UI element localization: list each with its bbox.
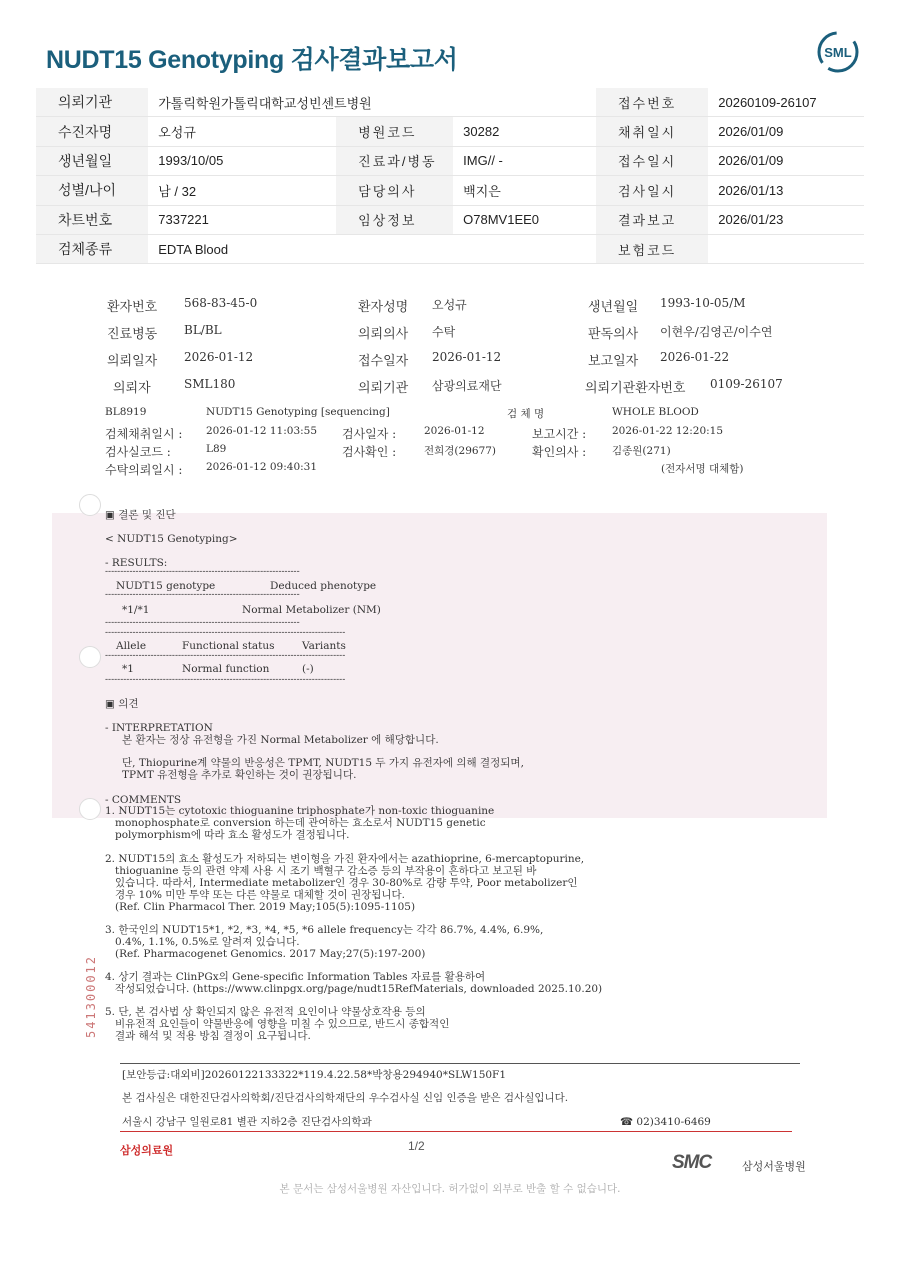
field-label: 접수일시 [596, 146, 708, 175]
comments-label: - COMMENTS [105, 794, 182, 806]
punch-hole [79, 494, 101, 516]
field-label: 수진자명 [36, 117, 148, 146]
info-label: 의뢰자 [113, 381, 151, 396]
variants-value: (-) [302, 663, 314, 675]
test-name: NUDT15 Genotyping [sequencing] [206, 406, 390, 418]
test-value: 김종원(271) [612, 445, 671, 457]
divider [120, 1063, 800, 1064]
field-label: 보험코드 [596, 234, 708, 263]
punch-hole [79, 798, 101, 820]
test-label: 확인의사 : [532, 445, 587, 459]
info-label: 생년월일 [588, 300, 639, 315]
field-label: 임상정보 [336, 205, 453, 234]
interp-text-1: 본 환자는 정상 유전형을 가진 Normal Metabolizer 에 해당합니다. [122, 734, 439, 746]
genotype-header: NUDT15 genotype [116, 580, 216, 592]
test-label: 검체채취일시 : [105, 427, 183, 441]
test-value: 2026-01-22 12:20:15 [612, 425, 724, 437]
info-value: 2026-01-12 [184, 350, 254, 364]
divider: ---------------------------------------------------------------- [105, 567, 300, 577]
page-title: NUDT15 Genotyping 검사결과보고서 [46, 46, 458, 74]
test-label: 검사확인 : [342, 445, 397, 459]
comment-line: (Ref. Pharmacogenet Genomics. 2017 May;27(5):197-200) [105, 948, 426, 960]
genotype-value: *1/*1 [122, 604, 150, 616]
interp-label: - INTERPRETATION [105, 722, 213, 734]
phenotype-value: Normal Metabolizer (NM) [242, 604, 381, 616]
comment-line: (Ref. Clin Pharmacol Ther. 2019 May;105(5):1095-1105) [105, 901, 416, 913]
results-label: - RESULTS: [105, 557, 168, 569]
field-label: 접수번호 [596, 88, 708, 117]
field-value: 1993/10/05 [148, 146, 336, 175]
info-value: 이현우/김영곤/이수연 [660, 325, 773, 339]
logo-text: SML [824, 45, 852, 60]
header-row [36, 146, 864, 175]
field-value: 오성규 [148, 117, 336, 146]
info-value: 오성규 [432, 298, 467, 312]
info-label: 환자성명 [358, 300, 409, 315]
field-value: 2026/01/09 [708, 117, 864, 146]
info-label: 진료병동 [107, 327, 158, 342]
field-label: 병원코드 [336, 117, 453, 146]
field-label: 검사일시 [596, 176, 708, 205]
interp-text-2b: TPMT 유전형을 추가로 확인하는 것이 권장됩니다. [122, 769, 357, 781]
allele-header: Allele [116, 640, 147, 652]
comment-line: 5. 단, 본 검사법 상 확인되지 않은 유전적 요인이나 약물상호작용 등의 [105, 1006, 426, 1018]
comment-line: polymorphism에 따라 효소 활성도가 결정됩니다. [105, 829, 350, 841]
field-value: 2026/01/09 [708, 146, 864, 175]
test-value: 전희경(29677) [424, 445, 497, 457]
interp-text-2a: 단, Thiopurine계 약물의 반응성은 TPMT, NUDT15 두 가지 유전자에 의해 결정되며, [122, 757, 524, 769]
field-value: 2026/01/23 [708, 205, 864, 234]
phenotype-header: Deduced phenotype [270, 580, 377, 592]
test-value: 2026-01-12 11:03:55 [206, 425, 318, 437]
info-value: 삼광의료재단 [432, 379, 502, 393]
field-value: 가톨릭학원가톨릭대학교성빈센트병원 [148, 88, 596, 117]
esign-note: (전자서명 대체함) [661, 463, 744, 475]
info-label: 의뢰기관 [358, 381, 409, 396]
sml-logo [816, 30, 860, 74]
header-table [36, 88, 864, 264]
section-opinion: ▣ 의견 [105, 698, 139, 710]
divider: ---------------------------------------------------------------- [105, 590, 300, 600]
comment-line: 3. 한국인의 NUDT15*1, *2, *3, *4, *5, *6 allele frequency는 각각 86.7%, 4.4%, 6.9%, [105, 924, 544, 936]
field-value: 30282 [453, 117, 596, 146]
test-title: < NUDT15 Genotyping> [105, 533, 238, 545]
sml-foot-logo: 삼성의료원 [120, 1145, 174, 1157]
info-value: 1993-10-05/M [660, 296, 746, 310]
divider: ------------------------------------------------------------------------------- [105, 675, 346, 685]
header-row [36, 205, 864, 234]
field-value: 20260109-26107 [708, 88, 864, 117]
field-value: 2026/01/13 [708, 176, 864, 205]
info-value: SML180 [184, 377, 236, 391]
comment-line: 있습니다. 따라서, Intermediate metabolizer인 경우 30-80%로 감량 투약, Poor metabolizer인 [105, 877, 578, 889]
comment-line: 1. NUDT15는 cytotoxic thioguanine triphosphate가 non-toxic thioguanine [105, 805, 495, 817]
test-label: 수탁의뢰일시 : [105, 463, 183, 477]
function-value: Normal function [182, 663, 270, 675]
header-row [36, 117, 864, 146]
allele-value: *1 [122, 663, 134, 675]
test-value: 2026-01-12 09:40:31 [206, 461, 318, 473]
header-row [36, 234, 864, 263]
comment-line: monophosphate로 conversion 하는데 관여하는 효소로서 NUDT15 genetic [105, 817, 486, 829]
field-label: 채취일시 [596, 117, 708, 146]
divider: ------------------------------------------------------------------------------- [105, 628, 346, 638]
specimen-label: 검 체 명 [507, 408, 545, 420]
comment-line: 작성되었습니다. (https://www.clinpgx.org/page/nudt15RefMaterials, downloaded 2025.10.20) [105, 983, 603, 995]
comment-line: 결과 해석 및 적용 방침 결정이 요구됩니다. [105, 1030, 311, 1042]
info-label: 의뢰의사 [358, 327, 409, 342]
phone-line: ☎ 02)3410-6469 [620, 1116, 711, 1128]
field-label: 의뢰기관 [36, 88, 148, 117]
field-label: 결과보고 [596, 205, 708, 234]
test-value: L89 [206, 443, 227, 455]
hospital-name: 삼성서울병원 [742, 1161, 806, 1173]
test-value: 2026-01-12 [424, 425, 485, 437]
field-value: IMG// - [453, 146, 596, 175]
info-label: 판독의사 [588, 327, 639, 342]
cert-line: 본 검사실은 대한진단검사의학회/진단검사의학재단의 우수검사실 신임 인증을 받은 검사실입니다. [122, 1092, 569, 1104]
test-label: 보고시간 : [532, 427, 587, 441]
field-value: EDTA Blood [148, 234, 596, 263]
divider: ------------------------------------------------------------------------------- [105, 651, 346, 661]
comment-line: 0.4%, 1.1%, 0.5%로 알려져 있습니다. [105, 936, 300, 948]
field-value: O78MV1EE0 [453, 205, 596, 234]
info-value: 0109-26107 [710, 377, 783, 391]
field-label: 담당의사 [336, 176, 453, 205]
test-code: BL8919 [105, 406, 147, 418]
variants-header: Variants [302, 640, 346, 652]
comment-line: 비유전적 요인들이 약물반응에 영향을 미칠 수 있으므로, 반드시 종합적인 [105, 1018, 450, 1030]
test-label: 검사일자 : [342, 427, 397, 441]
header-row [36, 88, 864, 117]
field-label: 생년월일 [36, 146, 148, 175]
field-label: 차트번호 [36, 205, 148, 234]
field-value: 남 / 32 [148, 176, 336, 205]
comment-line: thioguanine 등의 관련 약제 사용 시 조기 백혈구 감소증 등의 부작용이 흔하다고 보고된 바 [105, 865, 537, 877]
info-value: 2026-01-22 [660, 350, 730, 364]
field-value: 7337221 [148, 205, 336, 234]
address-line: 서울시 강남구 일원로81 별관 지하2층 진단검사의학과 [122, 1116, 372, 1128]
field-label: 진료과/병동 [336, 146, 453, 175]
info-value: 568-83-45-0 [184, 296, 258, 310]
field-label: 검체종류 [36, 234, 148, 263]
comment-line: 4. 상기 결과는 ClinPGx의 Gene-specific Information Tables 자료를 활용하여 [105, 971, 486, 983]
comment-line: 경우 10% 미만 투약 또는 다른 약물로 대체할 것이 권장됩니다. [105, 889, 406, 901]
header-row [36, 176, 864, 205]
info-label: 접수일자 [358, 354, 409, 369]
specimen-value: WHOLE BLOOD [612, 406, 699, 418]
security-line: [보안등급:대외비]20260122133322*119.4.22.58*박창용294940*SLW150F1 [122, 1069, 507, 1081]
page-number: 1/2 [408, 1139, 425, 1153]
info-value: BL/BL [184, 323, 222, 337]
smc-logo: SMC [672, 1152, 712, 1173]
info-label: 의뢰기관환자번호 [585, 381, 686, 396]
info-value: 수탁 [432, 325, 456, 339]
divider [120, 1131, 792, 1132]
punch-hole [79, 646, 101, 668]
field-value: 백지은 [453, 176, 596, 205]
barcode-number: 541300012 [84, 955, 98, 1039]
comment-line: 2. NUDT15의 효소 활성도가 저하되는 변이형을 가진 환자에서는 azathioprine, 6-mercaptopurine, [105, 853, 585, 865]
info-value: 2026-01-12 [432, 350, 502, 364]
info-label: 보고일자 [588, 354, 639, 369]
function-header: Functional status [182, 640, 275, 652]
confidential-notice: 본 문서는 삼성서울병원 자산입니다. 허가없이 외부로 반출 할 수 없습니다. [279, 1183, 621, 1195]
info-label: 의뢰일자 [107, 354, 158, 369]
test-label: 검사실코드 : [105, 445, 171, 459]
field-label: 성별/나이 [36, 176, 148, 205]
info-label: 환자번호 [107, 300, 158, 315]
section-conclusion: ▣ 결론 및 진단 [105, 509, 176, 521]
divider: ---------------------------------------------------------------- [105, 618, 300, 628]
field-value [708, 234, 864, 263]
